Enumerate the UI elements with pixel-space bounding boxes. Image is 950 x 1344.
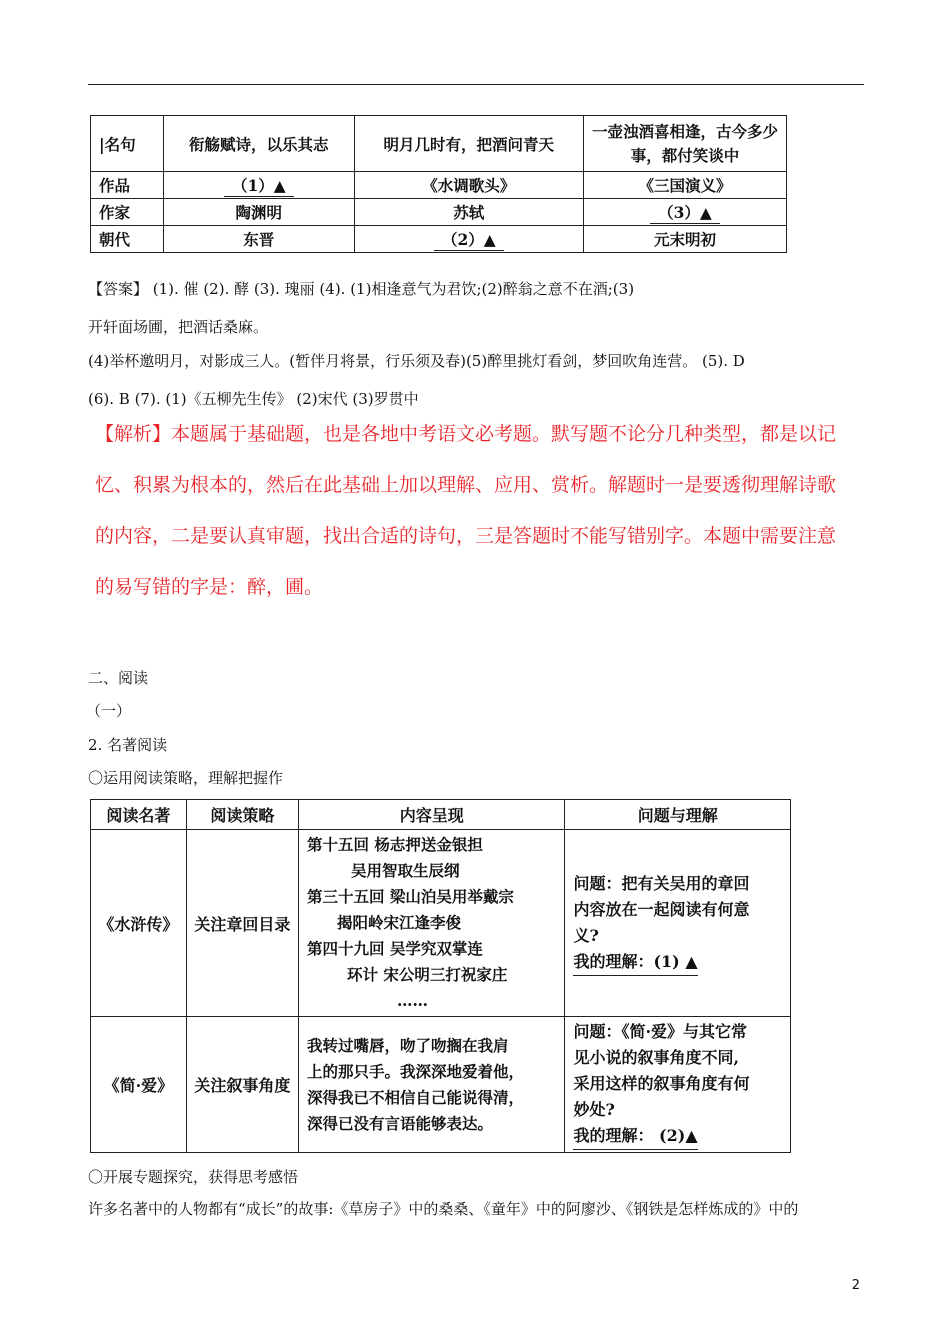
header-cell: 问题与理解 — [565, 800, 791, 830]
cell: 苏轼 — [354, 199, 583, 226]
header-cell: 阅读名著 — [91, 800, 187, 830]
cell — [164, 172, 355, 199]
question-cell — [565, 1017, 791, 1153]
analysis-line: 的内容，二是要认真审题，找出合适的诗句，三是答题时不能写错别字。本题中需要注意 — [95, 525, 837, 547]
last-line: 许多名著中的人物都有“成长”的故事:《草房子》中的桑桑、《童年》中的阿廖沙、《钢铁是怎样炼成的》中的 — [88, 1200, 799, 1218]
answer-line-1: 【答案】 (1). 催 (2). 酵 (3). 瑰丽 (4). (1)相逢意气为君饮;(2)醉翁之意不在酒;(3) — [88, 280, 635, 298]
page-number: 2 — [851, 1278, 860, 1293]
blank-1: （1）▲ — [224, 174, 294, 197]
content-line: 吴用智取生辰纲 — [350, 861, 460, 880]
blank-3: （3）▲ — [650, 201, 720, 224]
content-line: 第三十五回 梁山泊吴用举戴宗 — [306, 887, 514, 906]
strategy-cell: 关注叙事角度 — [186, 1017, 298, 1153]
row-label: 朝代 — [91, 226, 164, 253]
row-label: |名句 — [91, 116, 164, 172]
content-cell — [298, 830, 565, 1017]
analysis-line: 【解析】本题属于基础题，也是各地中考语文必考题。默写题不论分几种类型，都是以记 — [95, 423, 837, 445]
strategy-heading-2: 〇开展专题探究，获得思考感悟 — [88, 1168, 299, 1186]
strategy-cell: 关注章回目录 — [186, 830, 298, 1017]
question-title: 2. 名著阅读 — [88, 736, 168, 754]
understanding-blank-1: 我的理解：(1) ▲ — [573, 949, 697, 976]
book-cell: 《简·爱》 — [91, 1017, 187, 1153]
content-line: 揭阳岭宋江逢李俊 — [336, 913, 461, 932]
question-line: 问题：把有关吴用的章回 — [573, 873, 750, 893]
question-line: 问题：《简·爱》与其它常 — [573, 1022, 748, 1041]
answer-line-3: (4)举杯邀明月，对影成三人。(暂伴月将景，行乐须及春)(5)醉里挑灯看剑，梦回吹角连营。 (5). D — [88, 352, 745, 370]
content-line: 我转过嘴唇，吻了吻搁在我肩 — [306, 1035, 509, 1055]
strategy-heading: 〇运用阅读策略，理解把握作 — [88, 769, 284, 787]
cell: 一壶浊酒喜相逢，古今多少事，都付笑谈中 — [584, 116, 787, 172]
content-line: 第四十九回 吴学究双掌连 — [306, 939, 483, 958]
header-cell: 内容呈现 — [298, 800, 565, 830]
cell: 《三国演义》 — [584, 172, 787, 199]
content-line: …… — [396, 991, 428, 1010]
cell — [354, 226, 583, 253]
content-line: 第十五回 杨志押送金银担 — [306, 835, 483, 854]
reading-table — [90, 799, 791, 1153]
analysis-block — [95, 409, 855, 613]
cell: 衔觞赋诗，以乐其志 — [164, 116, 355, 172]
analysis-line: 的易写错的字是：醉，圃。 — [95, 576, 324, 598]
question-line: 义? — [573, 925, 599, 945]
content-line: 深得已没有言语能够表达。 — [306, 1113, 493, 1133]
cell: 明月几时有，把酒问青天 — [354, 116, 583, 172]
content-cell — [298, 1017, 565, 1153]
row-label: 作家 — [91, 199, 164, 226]
content-line: 上的那只手。我深深地爱着他， — [306, 1061, 524, 1081]
header-rule — [88, 84, 864, 85]
question-line: 采用这样的叙事角度有何 — [573, 1074, 750, 1093]
cell: 《水调歌头》 — [354, 172, 583, 199]
cell: 东晋 — [164, 226, 355, 253]
content-line: 环计 宋公明三打祝家庄 — [346, 965, 508, 984]
content-line: 深得我已不相信自己能说得清， — [306, 1087, 524, 1107]
question-line: 妙处? — [573, 1100, 615, 1119]
question-line: 见小说的叙事角度不同, — [573, 1048, 740, 1067]
scan-artifact — [92, 1135, 124, 1147]
question-line: 内容放在一起阅读有何意 — [573, 899, 750, 919]
header-cell: 阅读策略 — [186, 800, 298, 830]
answer-line-2: 开轩面场圃，把酒话桑麻。 — [88, 318, 269, 336]
analysis-line: 忆、积累为根本的，然后在此基础上加以理解、应用、赏析。解题时一是要透彻理解诗歌 — [95, 474, 837, 496]
answer-line-4: (6). B (7). (1)《五柳先生传》 (2)宋代 (3)罗贯中 — [88, 390, 419, 408]
cell — [584, 199, 787, 226]
book-cell: 《水浒传》 — [91, 830, 187, 1017]
section-sub: （一） — [86, 702, 132, 720]
question-cell — [565, 830, 791, 1017]
poem-table — [90, 115, 787, 253]
row-label: 作品 — [91, 172, 164, 199]
blank-2: （2）▲ — [434, 228, 504, 251]
section-title: 二、阅读 — [88, 669, 149, 687]
understanding-blank-2: 我的理解： (2)▲ — [573, 1123, 697, 1150]
cell: 元末明初 — [584, 226, 787, 253]
cell: 陶渊明 — [164, 199, 355, 226]
